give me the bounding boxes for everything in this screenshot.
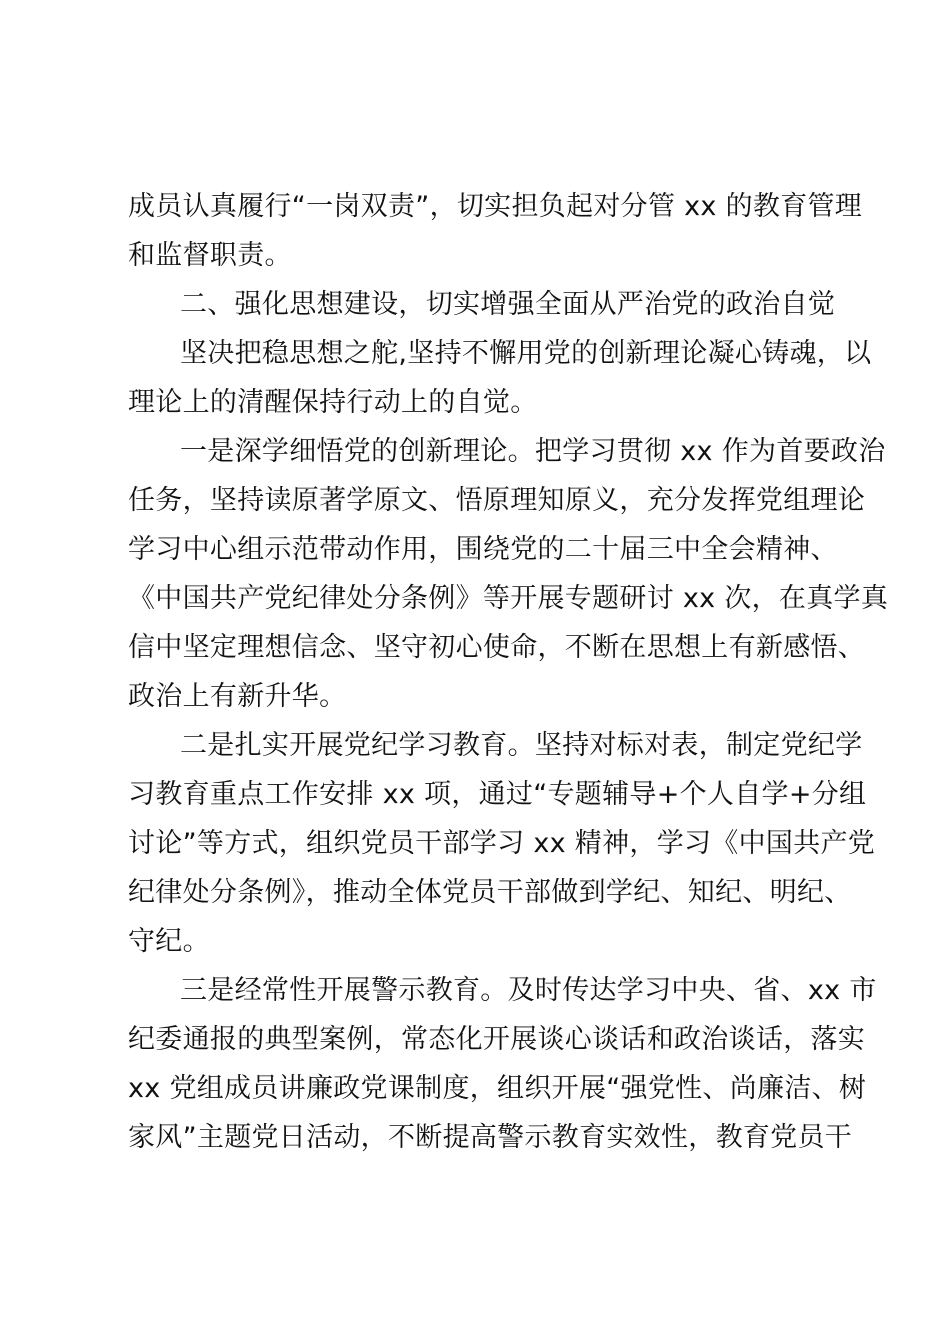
- text-line-13: 习教育重点工作安排 xx 项，通过“专题辅导+个人自学+分组: [128, 779, 867, 810]
- text-line-10: 信中坚定理想信念、坚守初心使命，不断在思想上有新感悟、: [128, 632, 866, 663]
- text-line-14: 讨论”等方式，组织党员干部学习 xx 精神，学习《中国共产党: [128, 828, 876, 859]
- text-line-19: xx 党组成员讲廉政党课制度，组织开展“强党性、尚廉洁、树: [128, 1073, 867, 1104]
- text-line-17: 三是经常性开展警示教育。及时传达学习中央、省、xx 市: [180, 975, 877, 1006]
- text-line-6: 一是深学细悟党的创新理论。把学习贯彻 xx 作为首要政治: [180, 436, 886, 467]
- text-line-4: 坚决把稳思想之舵,坚持不懈用党的创新理论凝心铸魂，以: [180, 338, 872, 369]
- text-line-15: 纪律处分条例》，推动全体党员干部做到学纪、知纪、明纪、: [128, 877, 852, 908]
- text-line-20: 家风”主题党日活动，不断提高警示教育实效性，教育党员干: [128, 1122, 853, 1153]
- text-line-18: 纪委通报的典型案例，常态化开展谈心谈话和政治谈话，落实: [128, 1024, 866, 1055]
- text-line-9: 《中国共产党纪律处分条例》等开展专题研讨 xx 次，在真学真: [128, 583, 889, 614]
- text-line-16: 守纪。: [128, 926, 210, 957]
- text-line-8: 学习中心组示范带动作用，围绕党的二十届三中全会精神、: [128, 534, 838, 565]
- document-page: [128, 182, 889, 1162]
- text-line-11: 政治上有新升华。: [128, 681, 347, 712]
- text-line-2: 和监督职责。: [128, 240, 292, 271]
- text-line-7: 任务，坚持读原著学原文、悟原理知原义，充分发挥党组理论: [128, 485, 866, 516]
- text-line-5: 理论上的清醒保持行动上的自觉。: [128, 387, 538, 418]
- section-heading: 二、强化思想建设，切实增强全面从严治党的政治自觉: [180, 289, 836, 320]
- text-line-1: 成员认真履行“一岗双责”，切实担负起对分管 xx 的教育管理: [128, 191, 863, 222]
- text-line-12: 二是扎实开展党纪学习教育。坚持对标对表，制定党纪学: [180, 730, 863, 761]
